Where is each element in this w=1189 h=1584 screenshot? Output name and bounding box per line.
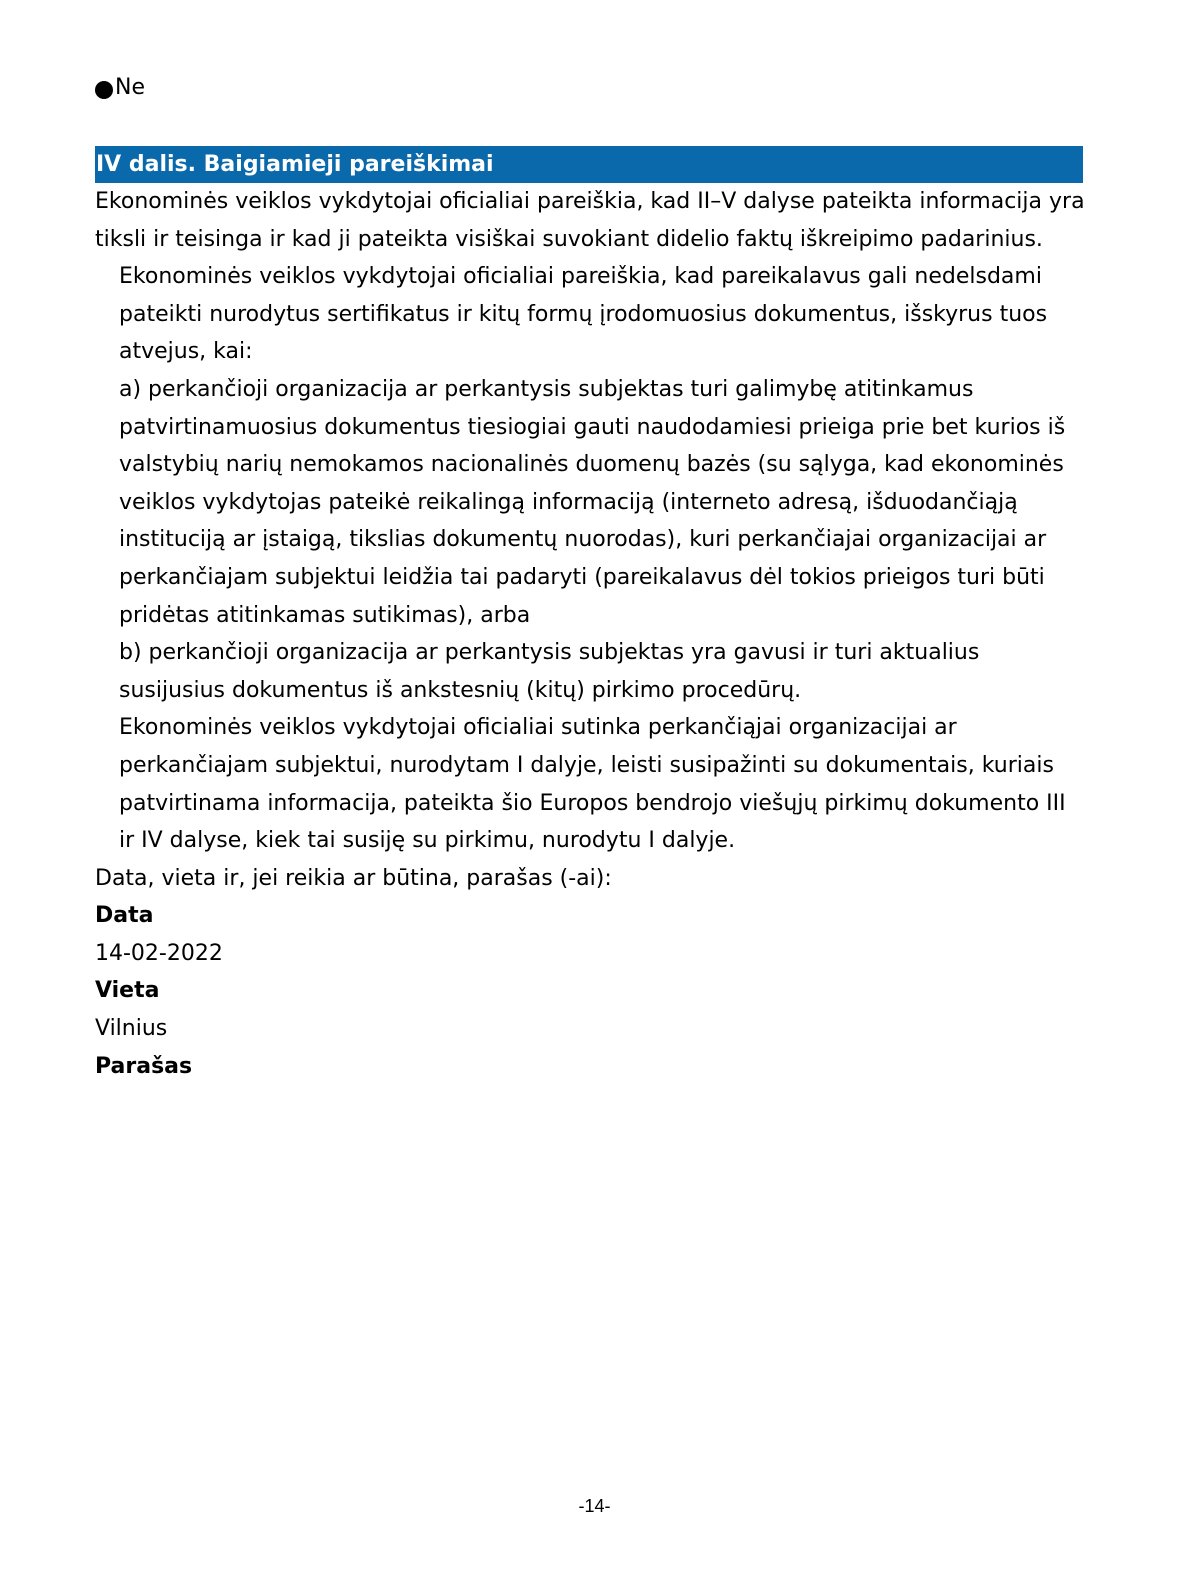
intro-paragraph: Ekonominės veiklos vykdytojai oficialiai pareiškia, kad II–V dalyse pateikta informacija yra tiksli ir teisinga ir kad ji pateikta visiškai suvokiant didelio faktų iškreipimo padarinius. [95, 189, 1085, 252]
date-value: 14-02-2022 [95, 940, 223, 966]
radio-option-label: Ne [115, 75, 145, 100]
section-title: IV dalis. Baigiamieji pareiškimai [95, 146, 1083, 183]
signature-label: Parašas [95, 1053, 193, 1079]
radio-option-no [95, 74, 145, 102]
certificates-statement: Ekonominės veiklos vykdytojai oficialiai pareiškia, kad pareikalavus gali nedelsdami pateikti nurodytus sertifikatus ir kitų formų įrodomuosius dokumentus, išskyrus tuos atvejus, kai: [119, 264, 1048, 365]
exception-item-b: b) perkančioji organizacija ar perkantysis subjektas yra gavusi ir turi aktualius susijusius dokumentus iš ankstesnių (kitų) pirkimo procedūrų. [119, 640, 980, 703]
consent-statement: Ekonominės veiklos vykdytojai oficialiai sutinka perkančiąjai organizacijai ar perkančiajam subjektui, nurodytam I dalyje, leisti susipažinti su dokumentais, kuriais patvirtinama informacija, pateikta šio Europos bendrojo viešųjų pirkimų dokumento III ir IV dalyse, kiek tai susiję su pirkimu, nurodytu I dalyje. [119, 715, 1066, 854]
place-label: Vieta [95, 978, 160, 1004]
radio-selected-dot-icon [95, 81, 113, 99]
date-label: Data [95, 903, 154, 929]
signature-intro: Data, vieta ir, jei reikia ar būtina, parašas (-ai): [95, 865, 612, 891]
exception-item-a: a) perkančioji organizacija ar perkantysis subjektas turi galimybę atitinkamus patvirtinamuosius dokumentus tiesiogiai gauti naudodamiesi prieiga prie bet kurios iš valstybių narių nemokamos nacionalinės duomenų bazės (su sąlyga, kad ekonominės veiklos vykdytojas pateikė reikalingą informaciją (interneto adresą, išduodančiąją instituciją ar įstaigą, tikslias dokumentų nuorodas), kuri perkančiajai organizacijai ar perkančiajam subjektui leidžia tai padaryti (pareikalavus dėl tokios prieigos turi būti pridėtas atitinkamas sutikimas), arba [119, 376, 1066, 628]
section-body [95, 183, 1085, 1085]
place-value: Vilnius [95, 1016, 168, 1042]
page-number: -14- [578, 1496, 611, 1516]
